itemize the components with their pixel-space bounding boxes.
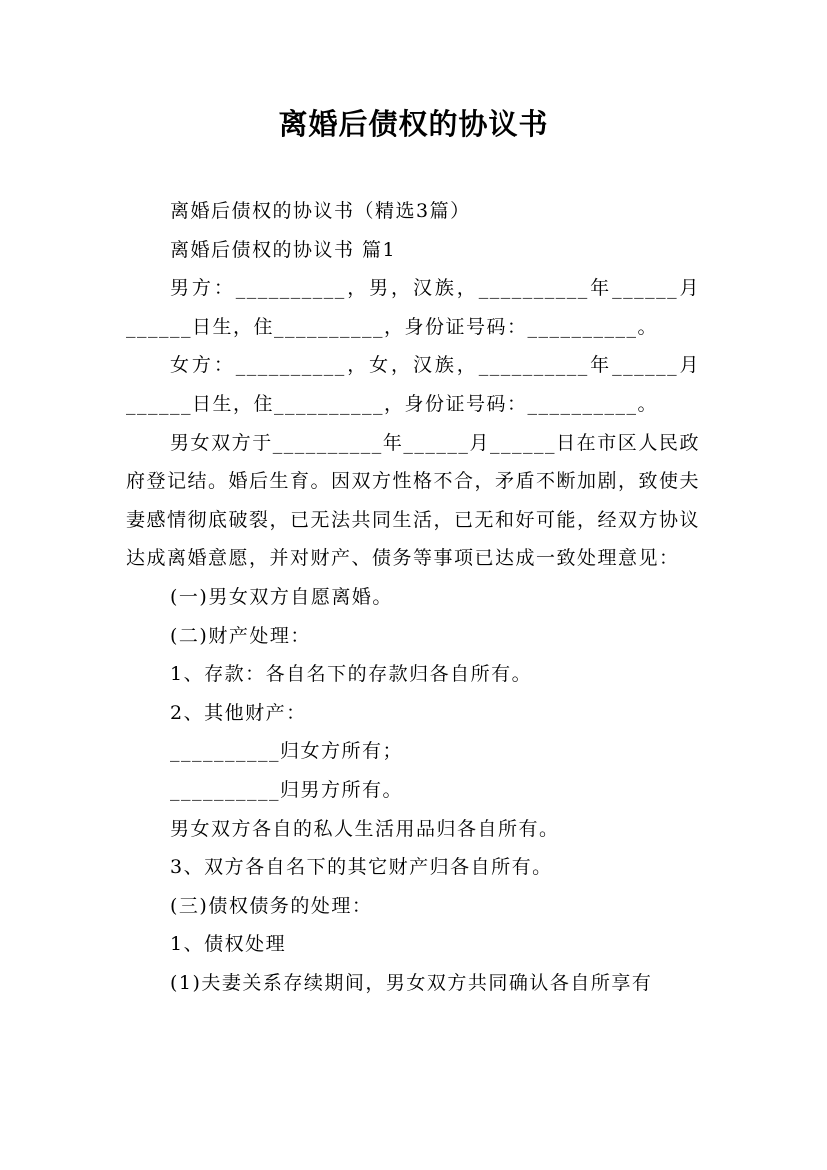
clause-item: 3、双方各自名下的其它财产归各自所有。 — [170, 856, 553, 879]
female-party-line: 女方：__________，女，汉族，__________年______月______日生，住__________，身份证号码：__________。 — [126, 354, 700, 415]
clause-item: (三)债权债务的处理： — [170, 894, 373, 917]
clause-item: 1、存款：各自名下的存款归各自所有。 — [170, 663, 533, 686]
section-heading: 离婚后债权的协议书 篇1 — [170, 238, 397, 261]
clause-item: __________归女方所有； — [170, 740, 404, 763]
clause-item: (1)夫妻关系存续期间，男女双方共同确认各自所享有 — [170, 971, 653, 994]
marriage-statement: 男女双方于__________年______月______日在市区人民政府登记结。婚后生育。因双方性格不合，矛盾不断加剧，致使夫妻感情彻底破裂，已无法共同生活，已无和好可能，经双方协议达成离婚意愿，并对财产、债务等事项已达成一致处理意见： — [126, 431, 701, 570]
clause-item: (二)财产处理： — [170, 624, 311, 647]
male-party-line: 男方：__________，男，汉族，__________年______月______日生，住__________，身份证号码：__________。 — [126, 277, 700, 338]
document-title: 离婚后债权的协议书 — [278, 107, 549, 141]
subtitle-line: 离婚后债权的协议书（精选3篇） — [170, 200, 471, 222]
clause-item: 男女双方各自的私人生活用品归各自所有。 — [170, 817, 560, 840]
clause-item: 2、其他财产： — [170, 701, 307, 724]
clause-item: 1、债权处理 — [170, 933, 287, 956]
document-body — [126, 192, 700, 1002]
clause-item: __________归男方所有。 — [170, 778, 404, 801]
clause-item: (一)男女双方自愿离婚。 — [170, 585, 393, 608]
